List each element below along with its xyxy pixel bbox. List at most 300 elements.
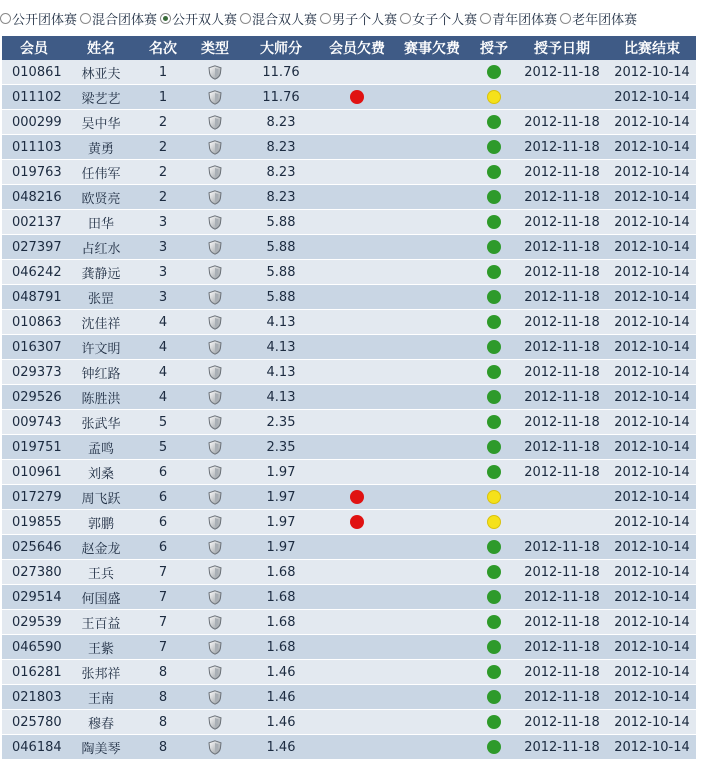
event-due-cell [392, 735, 472, 760]
type-cell [190, 435, 240, 460]
rank-cell: 3 [136, 210, 190, 235]
rank-cell: 7 [136, 560, 190, 585]
event-due-cell [392, 710, 472, 735]
master-points-cell: 11.76 [240, 85, 322, 110]
shield-icon [208, 490, 222, 505]
shield-icon [208, 315, 222, 330]
member-due-cell [322, 485, 392, 510]
shield-icon [208, 540, 222, 555]
member-due-cell [322, 335, 392, 360]
award-date-cell: 2012-11-18 [516, 660, 608, 685]
award-status-icon [487, 490, 501, 504]
award-date-cell: 2012-11-18 [516, 310, 608, 335]
award-status-icon [487, 165, 501, 179]
member-id-cell: 029526 [2, 385, 66, 410]
name-cell: 任伟军 [66, 160, 136, 185]
event-due-cell [392, 485, 472, 510]
member-due-cell [322, 735, 392, 760]
name-cell: 张武华 [66, 410, 136, 435]
shield-icon [208, 465, 222, 480]
table-row [2, 85, 696, 110]
table-row [2, 735, 696, 760]
name-cell: 梁艺艺 [66, 85, 136, 110]
award-date-cell [516, 485, 608, 510]
type-cell [190, 335, 240, 360]
award-date-cell: 2012-11-18 [516, 235, 608, 260]
radio-label: 男子个人赛 [332, 12, 398, 28]
event-due-cell [392, 460, 472, 485]
name-cell: 陈胜洪 [66, 385, 136, 410]
shield-icon [208, 340, 222, 355]
member-due-cell [322, 360, 392, 385]
name-cell: 田华 [66, 210, 136, 235]
rank-cell: 4 [136, 335, 190, 360]
member-id-cell: 027397 [2, 235, 66, 260]
shield-icon [208, 515, 222, 530]
table-row [2, 335, 696, 360]
event-type-radio-group [0, 0, 702, 36]
master-points-cell: 1.97 [240, 535, 322, 560]
award-status-icon [487, 665, 501, 679]
shield-icon [208, 615, 222, 630]
table-row [2, 460, 696, 485]
award-status-icon [487, 465, 501, 479]
rank-cell: 3 [136, 260, 190, 285]
type-cell [190, 560, 240, 585]
award-date-cell: 2012-11-18 [516, 635, 608, 660]
table-row [2, 510, 696, 535]
rank-cell: 8 [136, 685, 190, 710]
type-cell [190, 410, 240, 435]
award-cell [472, 360, 516, 385]
radio-label: 青年团体赛 [492, 12, 558, 28]
award-status-icon [487, 640, 501, 654]
award-date-cell: 2012-11-18 [516, 110, 608, 135]
rank-cell: 4 [136, 360, 190, 385]
award-date-cell: 2012-11-18 [516, 735, 608, 760]
event-due-cell [392, 310, 472, 335]
award-cell [472, 160, 516, 185]
event-due-cell [392, 210, 472, 235]
radio-button[interactable] [560, 13, 571, 24]
shield-icon [208, 140, 222, 155]
name-cell: 钟红路 [66, 360, 136, 385]
radio-button[interactable] [400, 13, 411, 24]
award-date-cell: 2012-11-18 [516, 385, 608, 410]
award-date-cell: 2012-11-18 [516, 260, 608, 285]
radio-option[interactable] [0, 9, 77, 28]
rank-cell: 2 [136, 110, 190, 135]
award-status-icon [487, 365, 501, 379]
master-points-cell: 5.88 [240, 260, 322, 285]
award-cell [472, 60, 516, 85]
table-row [2, 110, 696, 135]
table-row [2, 635, 696, 660]
master-points-cell: 1.68 [240, 610, 322, 635]
match-end-date-cell: 2012-10-14 [608, 385, 696, 410]
radio-button[interactable] [80, 13, 91, 24]
member-due-cell [322, 685, 392, 710]
radio-option[interactable] [480, 9, 557, 28]
type-cell [190, 610, 240, 635]
type-cell [190, 710, 240, 735]
match-end-date-cell: 2012-10-14 [608, 510, 696, 535]
master-points-cell: 1.97 [240, 460, 322, 485]
match-end-date-cell: 2012-10-14 [608, 160, 696, 185]
table-row [2, 160, 696, 185]
award-status-icon [487, 415, 501, 429]
match-end-date-cell: 2012-10-14 [608, 660, 696, 685]
member-due-cell [322, 185, 392, 210]
name-cell: 王百益 [66, 610, 136, 635]
member-id-cell: 029514 [2, 585, 66, 610]
event-due-cell [392, 685, 472, 710]
radio-label: 混合双人赛 [252, 12, 318, 28]
member-due-indicator-icon [350, 490, 364, 504]
rank-cell: 8 [136, 735, 190, 760]
award-status-icon [487, 615, 501, 629]
match-end-date-cell: 2012-10-14 [608, 360, 696, 385]
shield-icon [208, 640, 222, 655]
match-end-date-cell: 2012-10-14 [608, 210, 696, 235]
shield-icon [208, 265, 222, 280]
type-cell [190, 585, 240, 610]
member-due-cell [322, 260, 392, 285]
name-cell: 吴中华 [66, 110, 136, 135]
member-due-cell [322, 510, 392, 535]
member-due-cell [322, 85, 392, 110]
master-points-cell: 4.13 [240, 335, 322, 360]
table-row [2, 385, 696, 410]
award-status-icon [487, 440, 501, 454]
table-row [2, 560, 696, 585]
award-date-cell: 2012-11-18 [516, 685, 608, 710]
member-id-cell: 046590 [2, 635, 66, 660]
table-row [2, 710, 696, 735]
table-row [2, 60, 696, 85]
match-end-date-cell: 2012-10-14 [608, 135, 696, 160]
master-points-cell: 4.13 [240, 310, 322, 335]
member-due-cell [322, 60, 392, 85]
award-cell [472, 185, 516, 210]
column-header: 类型 [190, 36, 240, 60]
master-points-cell: 5.88 [240, 235, 322, 260]
event-due-cell [392, 235, 472, 260]
master-points-cell: 8.23 [240, 185, 322, 210]
type-cell [190, 160, 240, 185]
award-date-cell: 2012-11-18 [516, 285, 608, 310]
type-cell [190, 735, 240, 760]
rank-cell: 6 [136, 485, 190, 510]
award-date-cell: 2012-11-18 [516, 710, 608, 735]
member-id-cell: 029373 [2, 360, 66, 385]
type-cell [190, 660, 240, 685]
match-end-date-cell: 2012-10-14 [608, 485, 696, 510]
award-status-icon [487, 115, 501, 129]
event-due-cell [392, 60, 472, 85]
type-cell [190, 110, 240, 135]
award-status-icon [487, 265, 501, 279]
award-cell [472, 260, 516, 285]
name-cell: 王兵 [66, 560, 136, 585]
member-due-cell [322, 410, 392, 435]
award-status-icon [487, 515, 501, 529]
match-end-date-cell: 2012-10-14 [608, 85, 696, 110]
event-due-cell [392, 585, 472, 610]
award-status-icon [487, 565, 501, 579]
match-end-date-cell: 2012-10-14 [608, 585, 696, 610]
award-date-cell [516, 510, 608, 535]
table-row [2, 260, 696, 285]
member-id-cell: 025780 [2, 710, 66, 735]
radio-button[interactable] [480, 13, 491, 24]
event-due-cell [392, 260, 472, 285]
match-end-date-cell: 2012-10-14 [608, 685, 696, 710]
award-cell [472, 435, 516, 460]
award-status-icon [487, 90, 501, 104]
radio-option[interactable] [160, 9, 237, 28]
radio-option[interactable] [320, 9, 397, 28]
table-row [2, 185, 696, 210]
type-cell [190, 385, 240, 410]
radio-button[interactable] [160, 13, 171, 24]
award-status-icon [487, 590, 501, 604]
shield-icon [208, 390, 222, 405]
award-status-icon [487, 240, 501, 254]
member-id-cell: 002137 [2, 210, 66, 235]
column-header: 授予日期 [516, 36, 608, 60]
name-cell: 陶美琴 [66, 735, 136, 760]
match-end-date-cell: 2012-10-14 [608, 260, 696, 285]
match-end-date-cell: 2012-10-14 [608, 435, 696, 460]
award-date-cell: 2012-11-18 [516, 185, 608, 210]
master-points-cell: 1.97 [240, 485, 322, 510]
member-due-cell [322, 385, 392, 410]
award-status-icon [487, 315, 501, 329]
member-id-cell: 011103 [2, 135, 66, 160]
table-row [2, 685, 696, 710]
award-cell [472, 335, 516, 360]
event-due-cell [392, 135, 472, 160]
member-due-cell [322, 310, 392, 335]
award-status-icon [487, 390, 501, 404]
member-due-cell [322, 585, 392, 610]
rank-cell: 1 [136, 85, 190, 110]
member-id-cell: 010961 [2, 460, 66, 485]
type-cell [190, 310, 240, 335]
rank-cell: 6 [136, 535, 190, 560]
shield-icon [208, 365, 222, 380]
radio-button[interactable] [320, 13, 331, 24]
rank-cell: 8 [136, 710, 190, 735]
name-cell: 张罡 [66, 285, 136, 310]
shield-icon [208, 115, 222, 130]
master-points-cell: 1.97 [240, 510, 322, 535]
award-date-cell: 2012-11-18 [516, 135, 608, 160]
name-cell: 占红水 [66, 235, 136, 260]
event-due-cell [392, 85, 472, 110]
shield-icon [208, 415, 222, 430]
member-id-cell: 046184 [2, 735, 66, 760]
award-status-icon [487, 690, 501, 704]
table-row [2, 660, 696, 685]
name-cell: 欧贤亮 [66, 185, 136, 210]
rank-cell: 2 [136, 160, 190, 185]
match-end-date-cell: 2012-10-14 [608, 410, 696, 435]
type-cell [190, 635, 240, 660]
event-due-cell [392, 385, 472, 410]
shield-icon [208, 240, 222, 255]
member-id-cell: 016307 [2, 335, 66, 360]
event-due-cell [392, 560, 472, 585]
shield-icon [208, 590, 222, 605]
award-cell [472, 110, 516, 135]
member-id-cell: 029539 [2, 610, 66, 635]
name-cell: 王紫 [66, 635, 136, 660]
table-row [2, 135, 696, 160]
shield-icon [208, 90, 222, 105]
type-cell [190, 685, 240, 710]
name-cell: 何国盛 [66, 585, 136, 610]
member-id-cell: 010863 [2, 310, 66, 335]
radio-option[interactable] [560, 9, 637, 28]
column-header: 名次 [136, 36, 190, 60]
award-cell [472, 235, 516, 260]
award-cell [472, 685, 516, 710]
match-end-date-cell: 2012-10-14 [608, 710, 696, 735]
event-due-cell [392, 510, 472, 535]
master-points-cell: 1.68 [240, 635, 322, 660]
master-points-cell: 8.23 [240, 160, 322, 185]
rank-cell: 1 [136, 60, 190, 85]
name-cell: 赵金龙 [66, 535, 136, 560]
type-cell [190, 85, 240, 110]
radio-option[interactable] [80, 9, 157, 28]
member-id-cell: 009743 [2, 410, 66, 435]
shield-icon [208, 715, 222, 730]
type-cell [190, 535, 240, 560]
event-due-cell [392, 185, 472, 210]
rank-cell: 2 [136, 185, 190, 210]
shield-icon [208, 290, 222, 305]
name-cell: 沈佳祥 [66, 310, 136, 335]
rank-cell: 7 [136, 635, 190, 660]
master-points-cell: 1.46 [240, 685, 322, 710]
award-cell [472, 610, 516, 635]
type-cell [190, 135, 240, 160]
award-status-icon [487, 290, 501, 304]
rank-cell: 5 [136, 435, 190, 460]
award-cell [472, 710, 516, 735]
award-date-cell: 2012-11-18 [516, 360, 608, 385]
master-points-cell: 4.13 [240, 385, 322, 410]
match-end-date-cell: 2012-10-14 [608, 235, 696, 260]
rank-cell: 7 [136, 610, 190, 635]
column-header: 姓名 [66, 36, 136, 60]
name-cell: 龚静远 [66, 260, 136, 285]
radio-label: 女子个人赛 [412, 12, 478, 28]
table-row [2, 210, 696, 235]
award-cell [472, 285, 516, 310]
shield-icon [208, 65, 222, 80]
match-end-date-cell: 2012-10-14 [608, 285, 696, 310]
type-cell [190, 235, 240, 260]
name-cell: 郭鹏 [66, 510, 136, 535]
member-due-cell [322, 660, 392, 685]
name-cell: 王南 [66, 685, 136, 710]
shield-icon [208, 165, 222, 180]
table-row [2, 310, 696, 335]
member-due-cell [322, 560, 392, 585]
award-cell [472, 385, 516, 410]
radio-button[interactable] [240, 13, 251, 24]
shield-icon [208, 565, 222, 580]
column-header: 比赛结束 [608, 36, 696, 60]
shield-icon [208, 440, 222, 455]
table-row [2, 610, 696, 635]
shield-icon [208, 690, 222, 705]
table-row [2, 535, 696, 560]
master-points-cell: 11.76 [240, 60, 322, 85]
member-due-cell [322, 535, 392, 560]
column-header: 会员 [2, 36, 66, 60]
match-end-date-cell: 2012-10-14 [608, 310, 696, 335]
event-due-cell [392, 285, 472, 310]
award-cell [472, 210, 516, 235]
rank-cell: 7 [136, 585, 190, 610]
name-cell: 穆春 [66, 710, 136, 735]
member-id-cell: 010861 [2, 60, 66, 85]
type-cell [190, 510, 240, 535]
match-end-date-cell: 2012-10-14 [608, 560, 696, 585]
award-status-icon [487, 740, 501, 754]
award-cell [472, 535, 516, 560]
award-status-icon [487, 215, 501, 229]
event-due-cell [392, 435, 472, 460]
member-due-indicator-icon [350, 515, 364, 529]
master-points-cell: 5.88 [240, 285, 322, 310]
event-due-cell [392, 110, 472, 135]
member-id-cell: 046242 [2, 260, 66, 285]
name-cell: 许文明 [66, 335, 136, 360]
event-due-cell [392, 335, 472, 360]
member-id-cell: 019751 [2, 435, 66, 460]
radio-option[interactable] [400, 9, 477, 28]
award-status-icon [487, 715, 501, 729]
match-end-date-cell: 2012-10-14 [608, 635, 696, 660]
member-due-cell [322, 635, 392, 660]
master-points-cell: 8.23 [240, 110, 322, 135]
shield-icon [208, 215, 222, 230]
member-id-cell: 019855 [2, 510, 66, 535]
master-points-cell: 1.46 [240, 710, 322, 735]
member-id-cell: 027380 [2, 560, 66, 585]
award-date-cell: 2012-11-18 [516, 435, 608, 460]
name-cell: 林亚夫 [66, 60, 136, 85]
type-cell [190, 285, 240, 310]
event-due-cell [392, 410, 472, 435]
radio-option[interactable] [240, 9, 317, 28]
type-cell [190, 185, 240, 210]
award-cell [472, 585, 516, 610]
radio-button[interactable] [0, 13, 11, 24]
master-points-cell: 1.46 [240, 735, 322, 760]
award-date-cell: 2012-11-18 [516, 610, 608, 635]
award-date-cell [516, 85, 608, 110]
award-cell [472, 635, 516, 660]
type-cell [190, 460, 240, 485]
match-end-date-cell: 2012-10-14 [608, 60, 696, 85]
